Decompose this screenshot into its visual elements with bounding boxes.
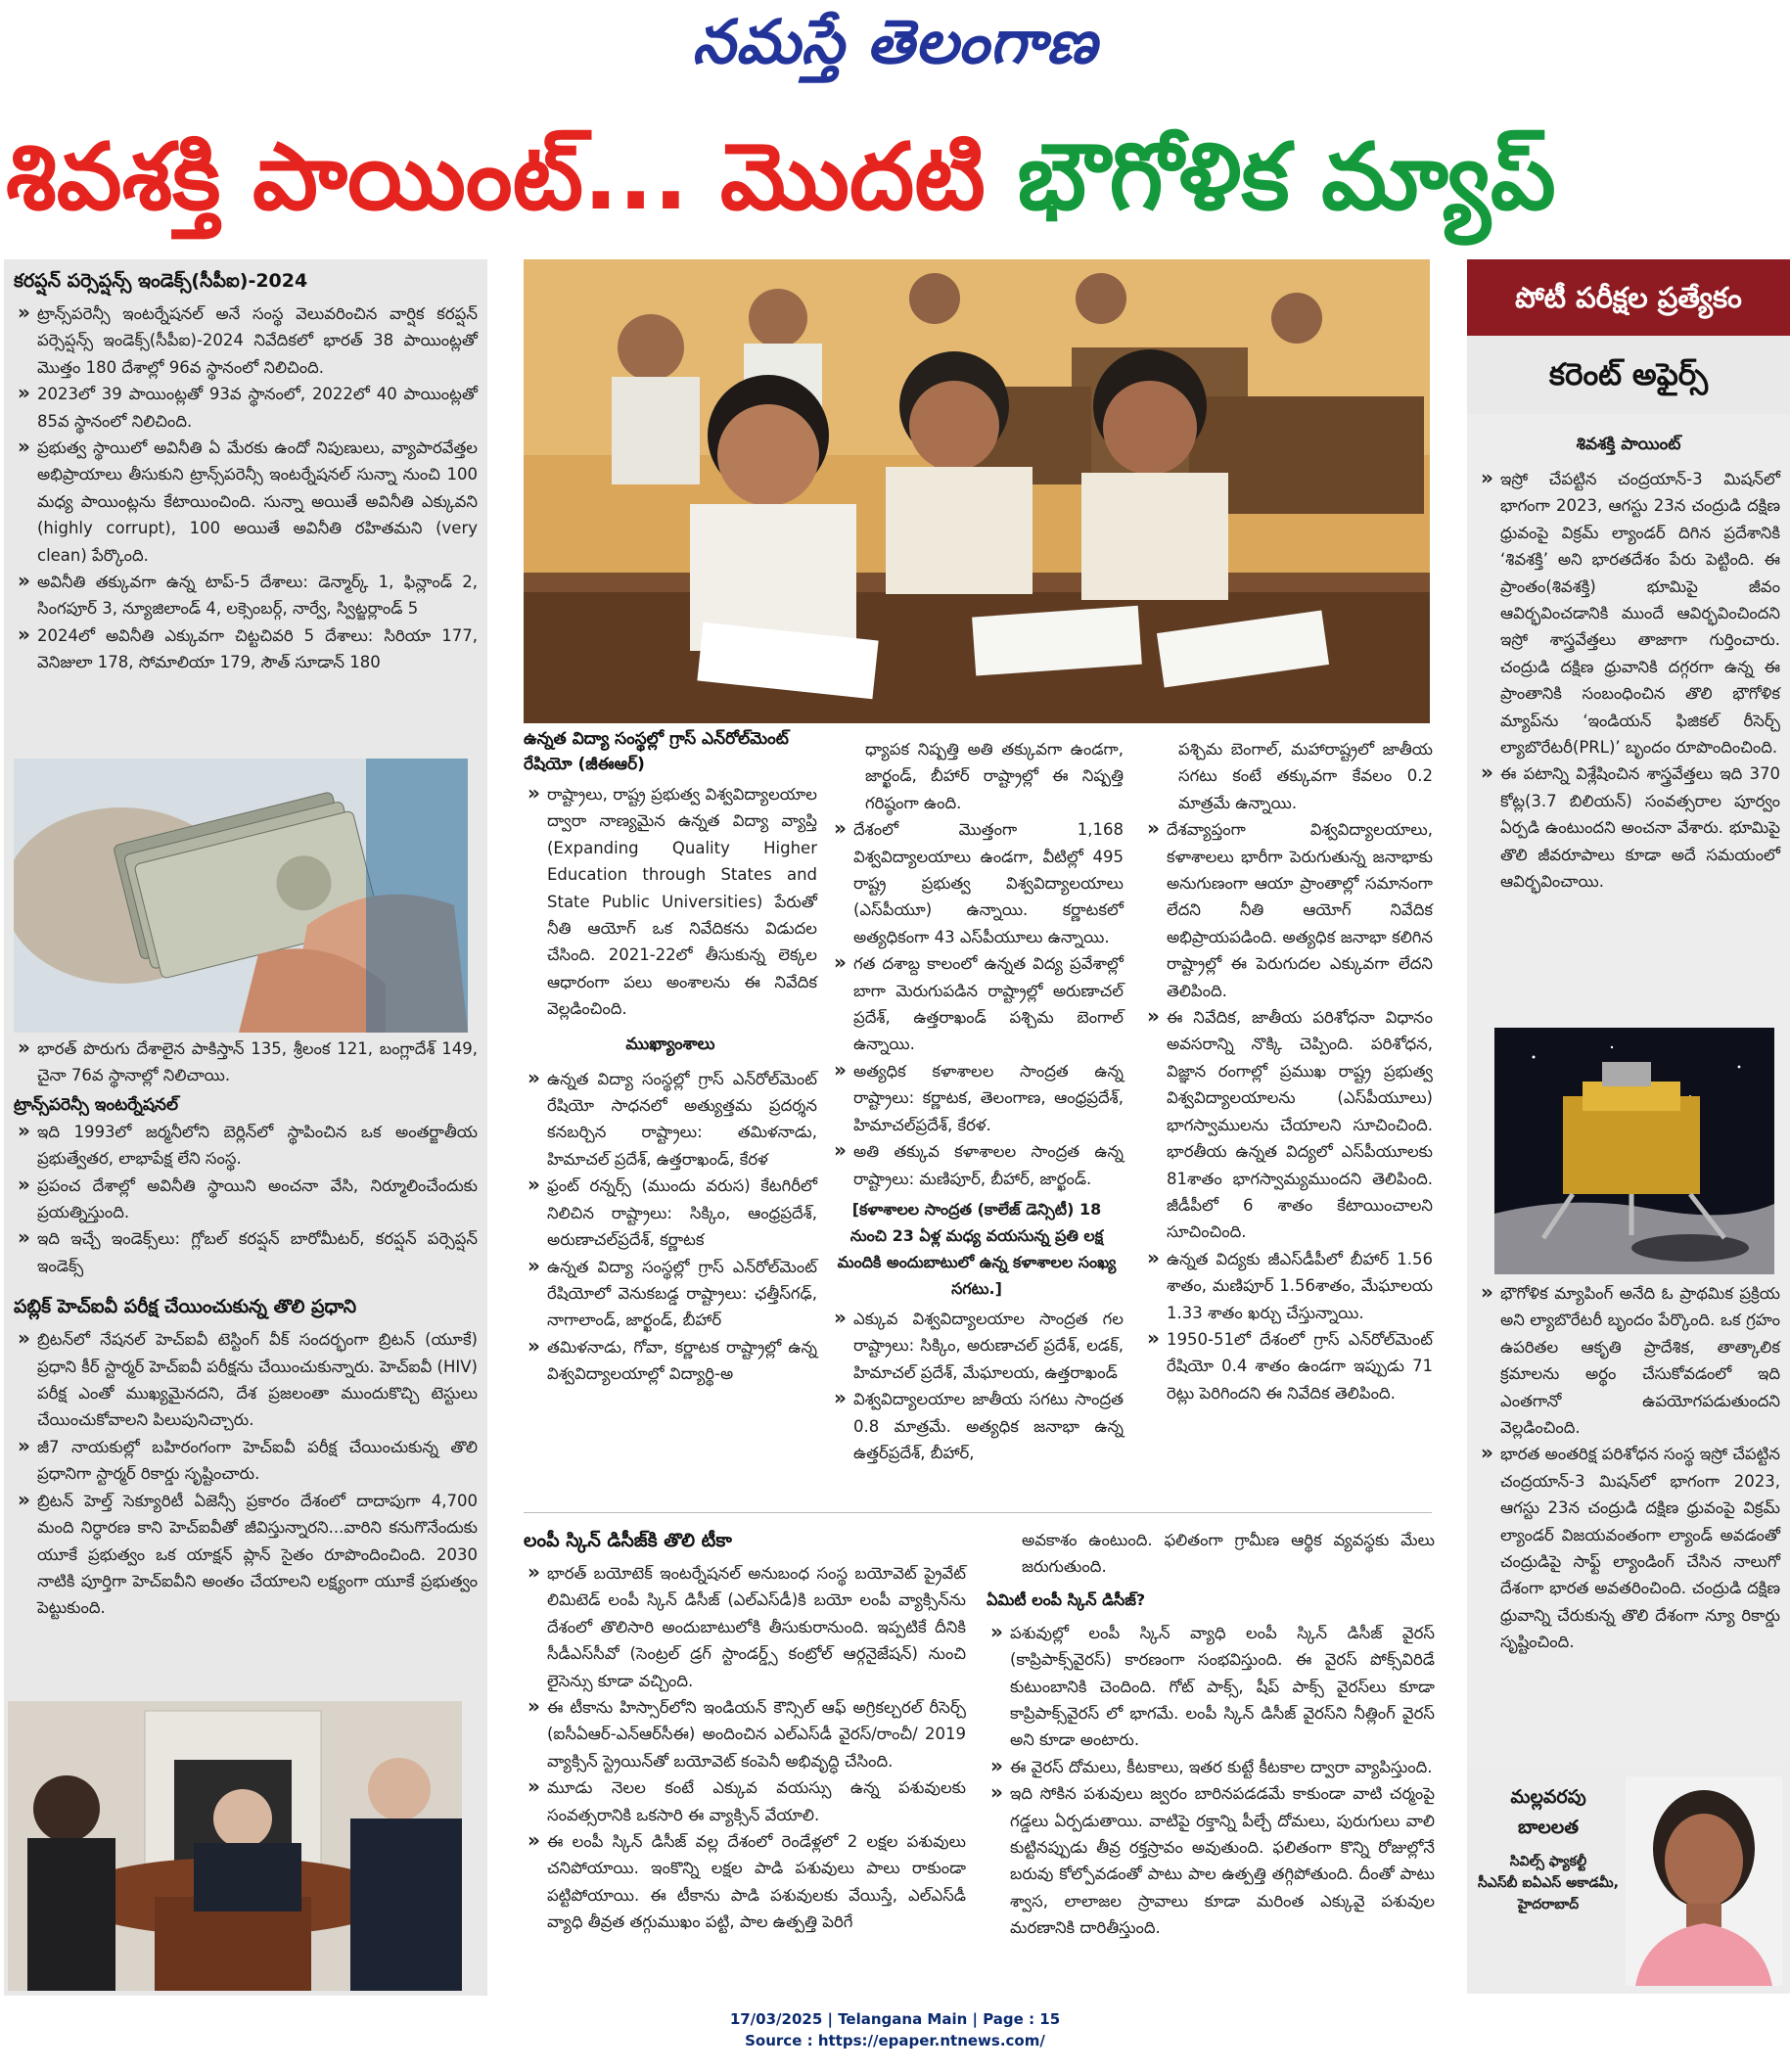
lumpy-bullet: » భారత్ బయోటెక్ ఇంటర్నేషనల్ అనుబంధ సంస్థ బయోవెట్ ప్రైవేట్ లిమిటెడ్ లంపీ స్కిన్ డిసీజ్ (ఎల్ఎస్‌డీ)కి బయో లంపీ వ్యాక్సిన్‌ను దేశంలో తొలిసారి అందుబాటులోకి తీసుకురానుంది. ఇప్పటికే దీనికి సీడీఎస్‌సీవో (సెంట్రల్ డ్రగ్ స్టాండర్డ్స్ కంట్రోల్ ఆర్గనైజేషన్) నుంచి లైసెన్సు కూడా వచ్చింది.	[524, 1560, 966, 1694]
lumpy-bullet: » ఈ వైరస్ దోమలు, కీటకాలు, ఇతర కుట్టే కీటకాల ద్వారా వ్యాపిస్తుంది.	[987, 1754, 1435, 1780]
hiv-bullet: » బ్రిటన్ హెల్త్ సెక్యూరిటీ ఏజెన్సీ ప్రకారం దేశంలో దాదాపుగా 4,700 మంది నిర్ధారణ కాని హెచ్‌ఐవీతో జీవిస్తున్నారని...వారిని కనుగొనేందుకు యూకే ప్రభుత్వం ఒక యాక్షన్ ప్లాన్ సైతం రూపొందించింది. 2030 నాటికి పూర్తిగా హెచ్‌ఐవీని అంతం చేయాలని లక్ష్యంగా యూకే ప్రభుత్వం పెట్టుకుంది.	[14, 1488, 478, 1622]
ger-bullet: » గత దశాబ్ద కాలంలో ఉన్నత విద్య ప్రవేశాల్లో బాగా మెరుగుపడిన రాష్ట్రాల్లో అరుణాచల్ ప్రదేశ్, ఉత్తరాఖండ్ పశ్చిమ బెంగాల్ ఉన్నాయి.	[830, 950, 1124, 1058]
currency-notes-photo	[14, 759, 468, 1033]
ger-bullet: » రాష్ట్రాలు, రాష్ట్ర ప్రభుత్వ విశ్వవిద్యాలయాల ద్వారా నాణ్యమైన ఉన్నత విద్యా వ్యాప్తి (Expanding Quality Higher Education through States and State Public Universities) పేరుతో నీతి ఆయోగ్ ఒక నివేదికను విడుదల చేసింది. 2021-22లో తీసుకున్న లెక్కల ఆధారంగా పలు అంశాలను ఈ నివేదిక వెల్లడించింది.	[524, 781, 817, 1023]
neighbours-bullet: » భారత్ పొరుగు దేశాలైన పాకిస్తాన్ 135, శ్రీలంక 121, బంగ్లాదేశ్ 149, చైనా 76వ స్థానాల్లో నిలిచాయి.	[14, 1036, 478, 1089]
pm-hiv-test-photo	[8, 1701, 462, 1991]
currency-notes-illustration	[14, 759, 468, 1033]
lumpy-col-1	[524, 1527, 966, 1936]
pm-meeting-illustration	[8, 1701, 462, 1991]
ger-bullet: » విశ్వవిద్యాలయాల జాతీయ సగటు సాంద్రత 0.8 మాత్రమే. అత్యధిక జనాభా ఉన్న ఉత్తర్‌ప్రదేశ్, బీహార్,	[830, 1386, 1124, 1466]
ger-bullet: » ఉన్నత విద్యా సంస్థల్లో గ్రాస్ ఎన్‌రోల్‌మెంట్ రేషియోలో వెనుకబడ్డ రాష్ట్రాలు: ఛత్తీస్‌గఢ్, నాగాలాండ్, జార్ఖండ్, బీహార్	[524, 1254, 817, 1334]
lumpy-bullet: » ఇది సోకిన పశువులు జ్వరం బారినపడడమే కాకుండా వాటి చర్మంపై గడ్డలు ఏర్పడుతాయి. వాటిపై రక్తాన్ని పీల్చే దోమలు, పురుగులు వాలి కుట్టినప్పుడు తీవ్ర రక్తస్రావం అవుతుంది. ఫలితంగా కొన్ని రోజుల్లోనే బరువు కోల్పోవడంతో పాటు పాల ఉత్పత్తి తగ్గిపోతుంది. దీంతో పాటు శ్వాస, లాలాజల స్రావాలు కూడా మరింత ఎక్కువై పశువుల మరణానికి దారితీస్తుంది.	[987, 1780, 1435, 1941]
vikram-lander-photo	[1494, 1028, 1774, 1274]
shivashakti-title: శివశక్తి పాయింట్	[1576, 435, 1681, 454]
ger-bullet: » తమిళనాడు, గోవా, కర్ణాటక రాష్ట్రాల్లో ఉన్న విశ్వవిద్యాలయాల్లో విద్యార్థి-అ	[524, 1334, 817, 1388]
ger-bullet: » ఈ నివేదిక, జాతీయ పరిశోధనా విధానం అవసరాన్ని నొక్కి చెప్పింది. పరిశోధన, విజ్ఞాన రంగాల్లో ప్రముఖ రాష్ట్ర ప్రభుత్వ విశ్వవిద్యాలయాలను (ఎస్‌పీయూలు) భాగస్వాములను చేయాలని సూచించింది. భారతీయ ఉన్నత విద్యలో ఎస్‌పీయూలకు 81శాతం భాగస్వామ్యముందని తెలిపింది. జీడీపీలో 6 శాతం కేటాయించాలని సూచించింది.	[1143, 1004, 1433, 1246]
hiv-bullet: » జీ7 నాయకుల్లో బహిరంగంగా హెచ్‌ఐవీ పరీక్ష చేయించుకున్న తొలి ప్రధానిగా స్టార్మర్ రికార్డు సృష్టించారు.	[14, 1434, 478, 1488]
section-divider	[524, 1512, 1432, 1513]
author-photo	[1626, 1776, 1782, 1986]
author-portrait-illustration	[1626, 1776, 1782, 1986]
lumpy-col2-lead: అవకాశం ఉంటుంది. ఫలితంగా గ్రామీణ ఆర్థిక వ్యవస్థకు మేలు జరుగుతుంది.	[1022, 1531, 1435, 1577]
ger-col3-lead: పశ్చిమ బెంగాల్, మహారాష్ట్రలో జాతీయ సగటు కంటే తక్కువగా కేవలం 0.2 మాత్రమే ఉన్నాయి.	[1178, 740, 1433, 812]
footer-date-edition: 17/03/2025 | Telangana Main | Page : 15	[729, 2010, 1061, 2028]
author-details	[1475, 1780, 1622, 1915]
author-city: హైదరాబాద్	[1517, 1897, 1580, 1912]
ger-bullet: » ఎక్కువ విశ్వవిద్యాలయాల సాంద్రత గల రాష్ట్రాలు: సిక్కిం, అరుణాచల్ ప్రదేశ్, లడక్, హిమాచల్ ప్రదేశ్, మేఘాలయ, ఉత్తరాఖండ్	[830, 1306, 1124, 1386]
ger-col-2	[830, 736, 1124, 1466]
author-name-line1: మల్లవరపు	[1510, 1786, 1586, 1808]
headline-part-green: భౌగోళిక మ్యాప్	[1017, 124, 1556, 231]
lumpy-bullet: » మూడు నెలల కంటే ఎక్కువ వయస్సు ఉన్న పశువులకు సంవత్సరానికి ఒకసారి ఈ వ్యాక్సిన్ వేయాలి.	[524, 1774, 966, 1828]
cpi-bullet: » 2023లో 39 పాయింట్లతో 93వ స్థానంలో, 2022లో 40 పాయింట్లతో 85వ స్థానంలో నిలిచింది.	[14, 381, 478, 435]
college-density-note: [కళాశాలల సాంద్రత (కాలేజ్ డెన్సిటీ) 18 నుంచి 23 ఏళ్ల మధ్య వయసున్న ప్రతి లక్ష మందికి అందుబాటులో ఉన్న కళాశాలల సంఖ్య సగటు.]	[837, 1199, 1117, 1298]
cpi-bullets	[14, 300, 478, 676]
shivashakti-continued	[1467, 1280, 1790, 1656]
ger-col-1	[524, 726, 817, 1388]
hiv-title: పబ్లిక్‌ హెచ్‌ఐవీ పరీక్ష చేయించుకున్న తొలి ప్రధాని	[14, 1296, 357, 1318]
lumpy-bullet: » ఈ టీకాను హిస్సార్‌లోని ఇండియన్ కౌన్సిల్ ఆఫ్ అగ్రికల్చరల్ రీసెర్చ్ (ఐసీఏఆర్-ఎన్ఆర్‌సీఈ) అందించిన ఎల్ఎస్‌డీ వైరస్/రాంచీ/ 2019 వ్యాక్సిన్ స్ట్రెయిన్‌తో బయోవెట్ కంపెనీ అభివృద్ధి చేసింది.	[524, 1694, 966, 1774]
shivashakti-bullet: » భౌగోళిక మ్యాపింగ్ అనేది ఓ ప్రాథమిక ప్రక్రియ అని ల్యాబొరేటరీ బృందం పేర్కొంది. ఒక గ్రహం ఉపరితల ఆకృతి ప్రాదేశిక, తాత్కాలిక క్రమాలను అర్థం చేసుకోవడంలో ఇది ఎంతగానో ఉపయోగపడుతుందని వెల్లడించింది.	[1477, 1280, 1780, 1441]
ger-bullet: » ఉన్నత విద్యా సంస్థల్లో గ్రాస్ ఎన్‌రోల్‌మెంట్ రేషియో సాధనలో అత్యుత్తమ ప్రదర్శన కనబర్చిన రాష్ట్రాలు: తమిళనాడు, హిమాచల్ ప్రదేశ్, ఉత్తరాఖండ్, కేరళ	[524, 1066, 817, 1174]
headline-part-red: శివశక్తి పాయింట్... మొదటి	[6, 124, 1018, 231]
ger-highlights-subhead: ముఖ్యాంశాలు	[625, 1034, 715, 1054]
ger-col-3	[1143, 736, 1433, 1406]
ger-bullet: » ఫ్రంట్ రన్నర్స్ (ముందు వరుస) కేటగిరీలో నిలిచిన రాష్ట్రాలు: సిక్కిం, ఆంధ్రప్రదేశ్, అరుణాచల్‌ప్రదేశ్, కర్ణాటక	[524, 1173, 817, 1253]
shivashakti-bullet: » ఇస్రో చేపట్టిన చంద్రయాన్-3 మిషన్‌లో భాగంగా 2023, ఆగస్టు 23న చంద్రుడి దక్షిణ ధ్రువంపై విక్రమ్ ల్యాండర్ దిగిన ప్రదేశానికి ‘శివశక్తి’ అని భారతదేశం పేరు పెట్టింది. ఈ ప్రాంతం(శివశక్తి) భూమిపై జీవం ఆవిర్భవించడానికి ముందే ఆవిర్భవించిందని ఇస్రో శాస్త్రవేత్తలు తాజాగా గుర్తించారు. చంద్రుడి దక్షిణ ధ్రువానికి దగ్గరగా ఉన్న ఈ ప్రాంతానికి సంబంధించిన తొలి భౌగోళిక మ్యాప్‌ను ‘ఇండియన్ ఫిజికల్ రీసెర్చ్ ల్యాబొరేటరీ(PRL)’ బృందం రూపొందించింది.	[1477, 466, 1780, 760]
shivashakti-bullet: » ఈ పటాన్ని విశ్లేషించిన శాస్త్రవేత్తలు ఇది 370 కోట్ల(3.7 బిలియన్) సంవత్సరాల పూర్వం ఏర్పడి ఉంటుందని అంచనా వేశారు. భూమిపై తొలి జీవరూపాలు కూడా అదే సమయంలో ఆవిర్భవించాయి.	[1477, 760, 1780, 895]
ger-bullet: » 1950-51లో దేశంలో గ్రాస్ ఎన్‌రోల్‌మెంట్ రేషియో 0.4 శాతం ఉండగా ఇప్పుడు 71 రెట్లు పెరిగిందని ఈ నివేదిక తెలిపింది.	[1143, 1326, 1433, 1406]
author-org: సీఎస్‌బీ ఐఏఎస్ అకాడమీ,	[1478, 1875, 1619, 1891]
ger-bullet: » దేశవ్యాప్తంగా విశ్వవిద్యాలయాలు, కళాశాలలు భారీగా పెరుగుతున్న జనాభాకు అనుగుణంగా ఆయా ప్రాంతాల్లో సమానంగా లేదని నీతి ఆయోగ్ నివేదిక అభిప్రాయపడింది. అత్యధిక జనాభా కలిగిన రాష్ట్రాల్లో ఈ పెరుగుదల ఎక్కువగా లేదని తెలిపింది.	[1143, 816, 1433, 1004]
ger-bullet: » దేశంలో మొత్తంగా 1,168 విశ్వవిద్యాలయాలు ఉండగా, వీటిల్లో 495 రాష్ట్ర ప్రభుత్వ విశ్వవిద్యాలయాలు (ఎస్‌పీయూ) ఉన్నాయి. కర్ణాటకలో అత్యధికంగా 43 ఎస్‌పీయూలు ఉన్నాయి.	[830, 816, 1124, 950]
footer-source: Source : https://epaper.ntnews.com/	[745, 2032, 1045, 2049]
ti-subhead: ట్రాన్స్‌పరెన్సీ ఇంటర్నేషనల్	[14, 1094, 178, 1115]
lumpy-what-subhead: ఏమిటీ లంపీ స్కిన్ డిసీజ్?	[987, 1589, 1146, 1609]
lumpy-title: లంపీ స్కిన్ డిసీజ్‌కి తొలి టీకా	[524, 1530, 732, 1551]
classroom-illustration	[524, 259, 1430, 723]
author-role: సివిల్స్ ఫ్యాకల్టీ	[1509, 1854, 1587, 1869]
cpi-continued	[4, 1036, 487, 1622]
ger-title: ఉన్నత విద్యా సంస్థల్లో గ్రాస్ ఎన్‌రోల్‌మెంట్ రేషియో (జీఈఆర్)	[524, 729, 789, 774]
cpi-bullet: » అవినీతి తక్కువగా ఉన్న టాప్-5 దేశాలు: డెన్మార్క్ 1, ఫిన్లాండ్ 2, సింగపూర్ 3, న్యూజిలాండ్ 4, లక్సెంబర్గ్, నార్వే, స్విట్జర్లాండ్ 5	[14, 569, 478, 622]
masthead-logo: నమస్తే తెలంగాణ	[692, 6, 1098, 77]
current-affairs-tag: కరెంట్ అఫైర్స్	[1467, 336, 1790, 414]
hiv-bullet: » బ్రిటన్‌లో నేషనల్ హెచ్‌ఐవీ టెస్టింగ్ వీక్ సందర్భంగా బ్రిటన్ (యూకే) ప్రధాని కీర్ స్టార్మర్ హెచ్‌ఐవీ పరీక్షను చేయించుకున్నారు. హెచ్‌ఐవీ (HIV) పరీక్ష ఎంతో ముఖ్యమైనదని, దేశ ప్రజలంతా ముందుకొచ్చి టెస్టులు చేయించుకోవాలని పిలుపునిచ్చారు.	[14, 1326, 478, 1434]
ger-bullet: » ఉన్నత విద్యకు జీఎస్‌డీపీలో బీహార్ 1.56 శాతం, మణిపూర్ 1.56శాతం, మేఘాలయ 1.33 శాతం ఖర్చు చేస్తున్నాయి.	[1143, 1246, 1433, 1326]
lunar-lander-illustration	[1494, 1028, 1774, 1274]
ti-bullet: » ప్రపంచ దేశాల్లో అవినీతి స్థాయిని అంచనా వేసి, నిర్మూలించేందుకు ప్రయత్నిస్తుంది.	[14, 1173, 478, 1226]
shivashakti-bullet: » భారత అంతరిక్ష పరిశోధన సంస్థ ఇస్రో చేపట్టిన చంద్రయాన్-3 మిషన్‌లో భాగంగా 2023, ఆగస్టు 23న చంద్రుడి దక్షిణ ధ్రువంపై విక్రమ్ ల్యాండర్ విజయవంతంగా ల్యాండ్ అవడంతో చంద్రుడిపై సాఫ్ట్ ల్యాండింగ్ చేసిన నాలుగో దేశంగా భారత అవతరించింది. చంద్రుడి దక్షిణ ధ్రువాన్ని చేరుకున్న తొలి దేశంగా న్యూ రికార్డు సృష్టించింది.	[1477, 1441, 1780, 1655]
lumpy-bullet: » పశువుల్లో లంపీ స్కిన్ వ్యాధి లంపీ స్కిన్ డిసీజ్ వైరస్ (కాప్రిపాక్స్‌వైరస్) కారణంగా సంభవిస్తుంది. ఈ వైరస్ పోక్స్‌విరిడే కుటుంబానికి చెందింది. గోట్ పాక్స్, షీప్ పాక్స్ వైరస్‌లు కూడా కాప్రిపాక్స్‌వైరస్ లో భాగమే. లంపీ స్కిన్ డిసీజ్ వైరస్‌ని నీత్లింగ్ వైరస్ అని కూడా అంటారు.	[987, 1620, 1435, 1754]
ger-col2-lead: ధ్యాపక నిష్పత్తి అతి తక్కువగా ఉండగా, జార్ఖండ్, బీహార్ రాష్ట్రాల్లో ఈ నిష్పత్తి గరిష్ఠంగా ఉంది.	[865, 740, 1124, 812]
author-name-line2: బాలలత	[1517, 1817, 1580, 1838]
ti-bullet: » ఇది ఇచ్చే ఇండెక్స్‌లు: గ్లోబల్ కరప్షన్ బారోమీటర్, కరప్షన్ పర్సెప్షన్ ఇండెక్స్	[14, 1225, 478, 1279]
lumpy-bullet: » ఈ లంపీ స్కిన్ డిసీజ్ వల్ల దేశంలో రెండేళ్లలో 2 లక్షల పశువులు చనిపోయాయి. ఇంకొన్ని లక్షల పాడి పశువులు పాలు రాకుండా పట్టిపోయాయి. ఈ టీకాను పాడి పశువులకు వేయిస్తే, ఎల్ఎస్‌డీ వ్యాధి తీవ్రత తగ్గుముఖం పట్టి, పాల ఉత్పత్తి పెరిగే	[524, 1828, 966, 1936]
shivashakti-section	[1467, 423, 1790, 896]
page-footer	[0, 2008, 1790, 2051]
cpi-bullet: » ప్రభుత్వ స్థాయిలో అవినీతి ఏ మేరకు ఉందో నిపుణులు, వ్యాపారవేత్తల అభిప్రాయాలు తీసుకుని ట్రాన్స్‌పరెన్సీ ఇంటర్నేషనల్ సున్నా నుంచి 100 మధ్య పాయింట్లను కేటాయించింది. సున్నా అయితే అవినీతి ఎక్కువని (highly corrupt), 100 అయితే అవినీతి రహితమని (very clean) పేర్కొంది.	[14, 435, 478, 569]
author-box	[1467, 1767, 1790, 1994]
cpi-title: కరప్షన్ పర్సెప్షన్స్ ఇండెక్స్(సీపీఐ)-2024	[14, 270, 308, 292]
ti-bullet: » ఇది 1993లో జర్మనీలోని బెర్లిన్‌లో స్థాపించిన ఒక అంతర్జాతీయ ప్రభుత్వేతర, లాభాపేక్ష లేని సంస్థ.	[14, 1119, 478, 1173]
cpi-bullet: » 2024లో అవినీతి ఎక్కువగా చిట్టచివరి 5 దేశాలు: సిరియా 177, వెనిజులా 178, సోమాలియా 179, సౌత్ సూడాన్ 180	[14, 622, 478, 676]
lumpy-col-2	[987, 1527, 1435, 1942]
cpi-bullet: » ట్రాన్స్‌పరెన్సీ ఇంటర్నేషనల్ అనే సంస్థ వెలువరించిన వార్షిక కరప్షన్ పర్సెప్షన్స్ ఇండెక్స్(సీపీఐ)-2024 నివేదికలో భారత్ 38 పాయింట్లతో మొత్తం 180 దేశాల్లో 96వ స్థానంలో నిలిచింది.	[14, 300, 478, 381]
competitive-exams-tag: పోటీ పరీక్షల ప్రత్యేకం	[1467, 259, 1790, 336]
main-headline	[0, 100, 1790, 256]
ger-bullet: » అత్యధిక కళాశాలల సాంద్రత ఉన్న రాష్ట్రాలు: కర్ణాటక, తెలంగాణ, ఆంధ్రప్రదేశ్, హిమాచల్‌ప్రదేశ్, కేరళ.	[830, 1058, 1124, 1138]
classroom-students-photo	[524, 259, 1430, 723]
ger-bullet: » అతి తక్కువ కళాశాలల సాంద్రత ఉన్న రాష్ట్రాలు: మణిపూర్, బీహార్, జార్ఖండ్.	[830, 1138, 1124, 1192]
